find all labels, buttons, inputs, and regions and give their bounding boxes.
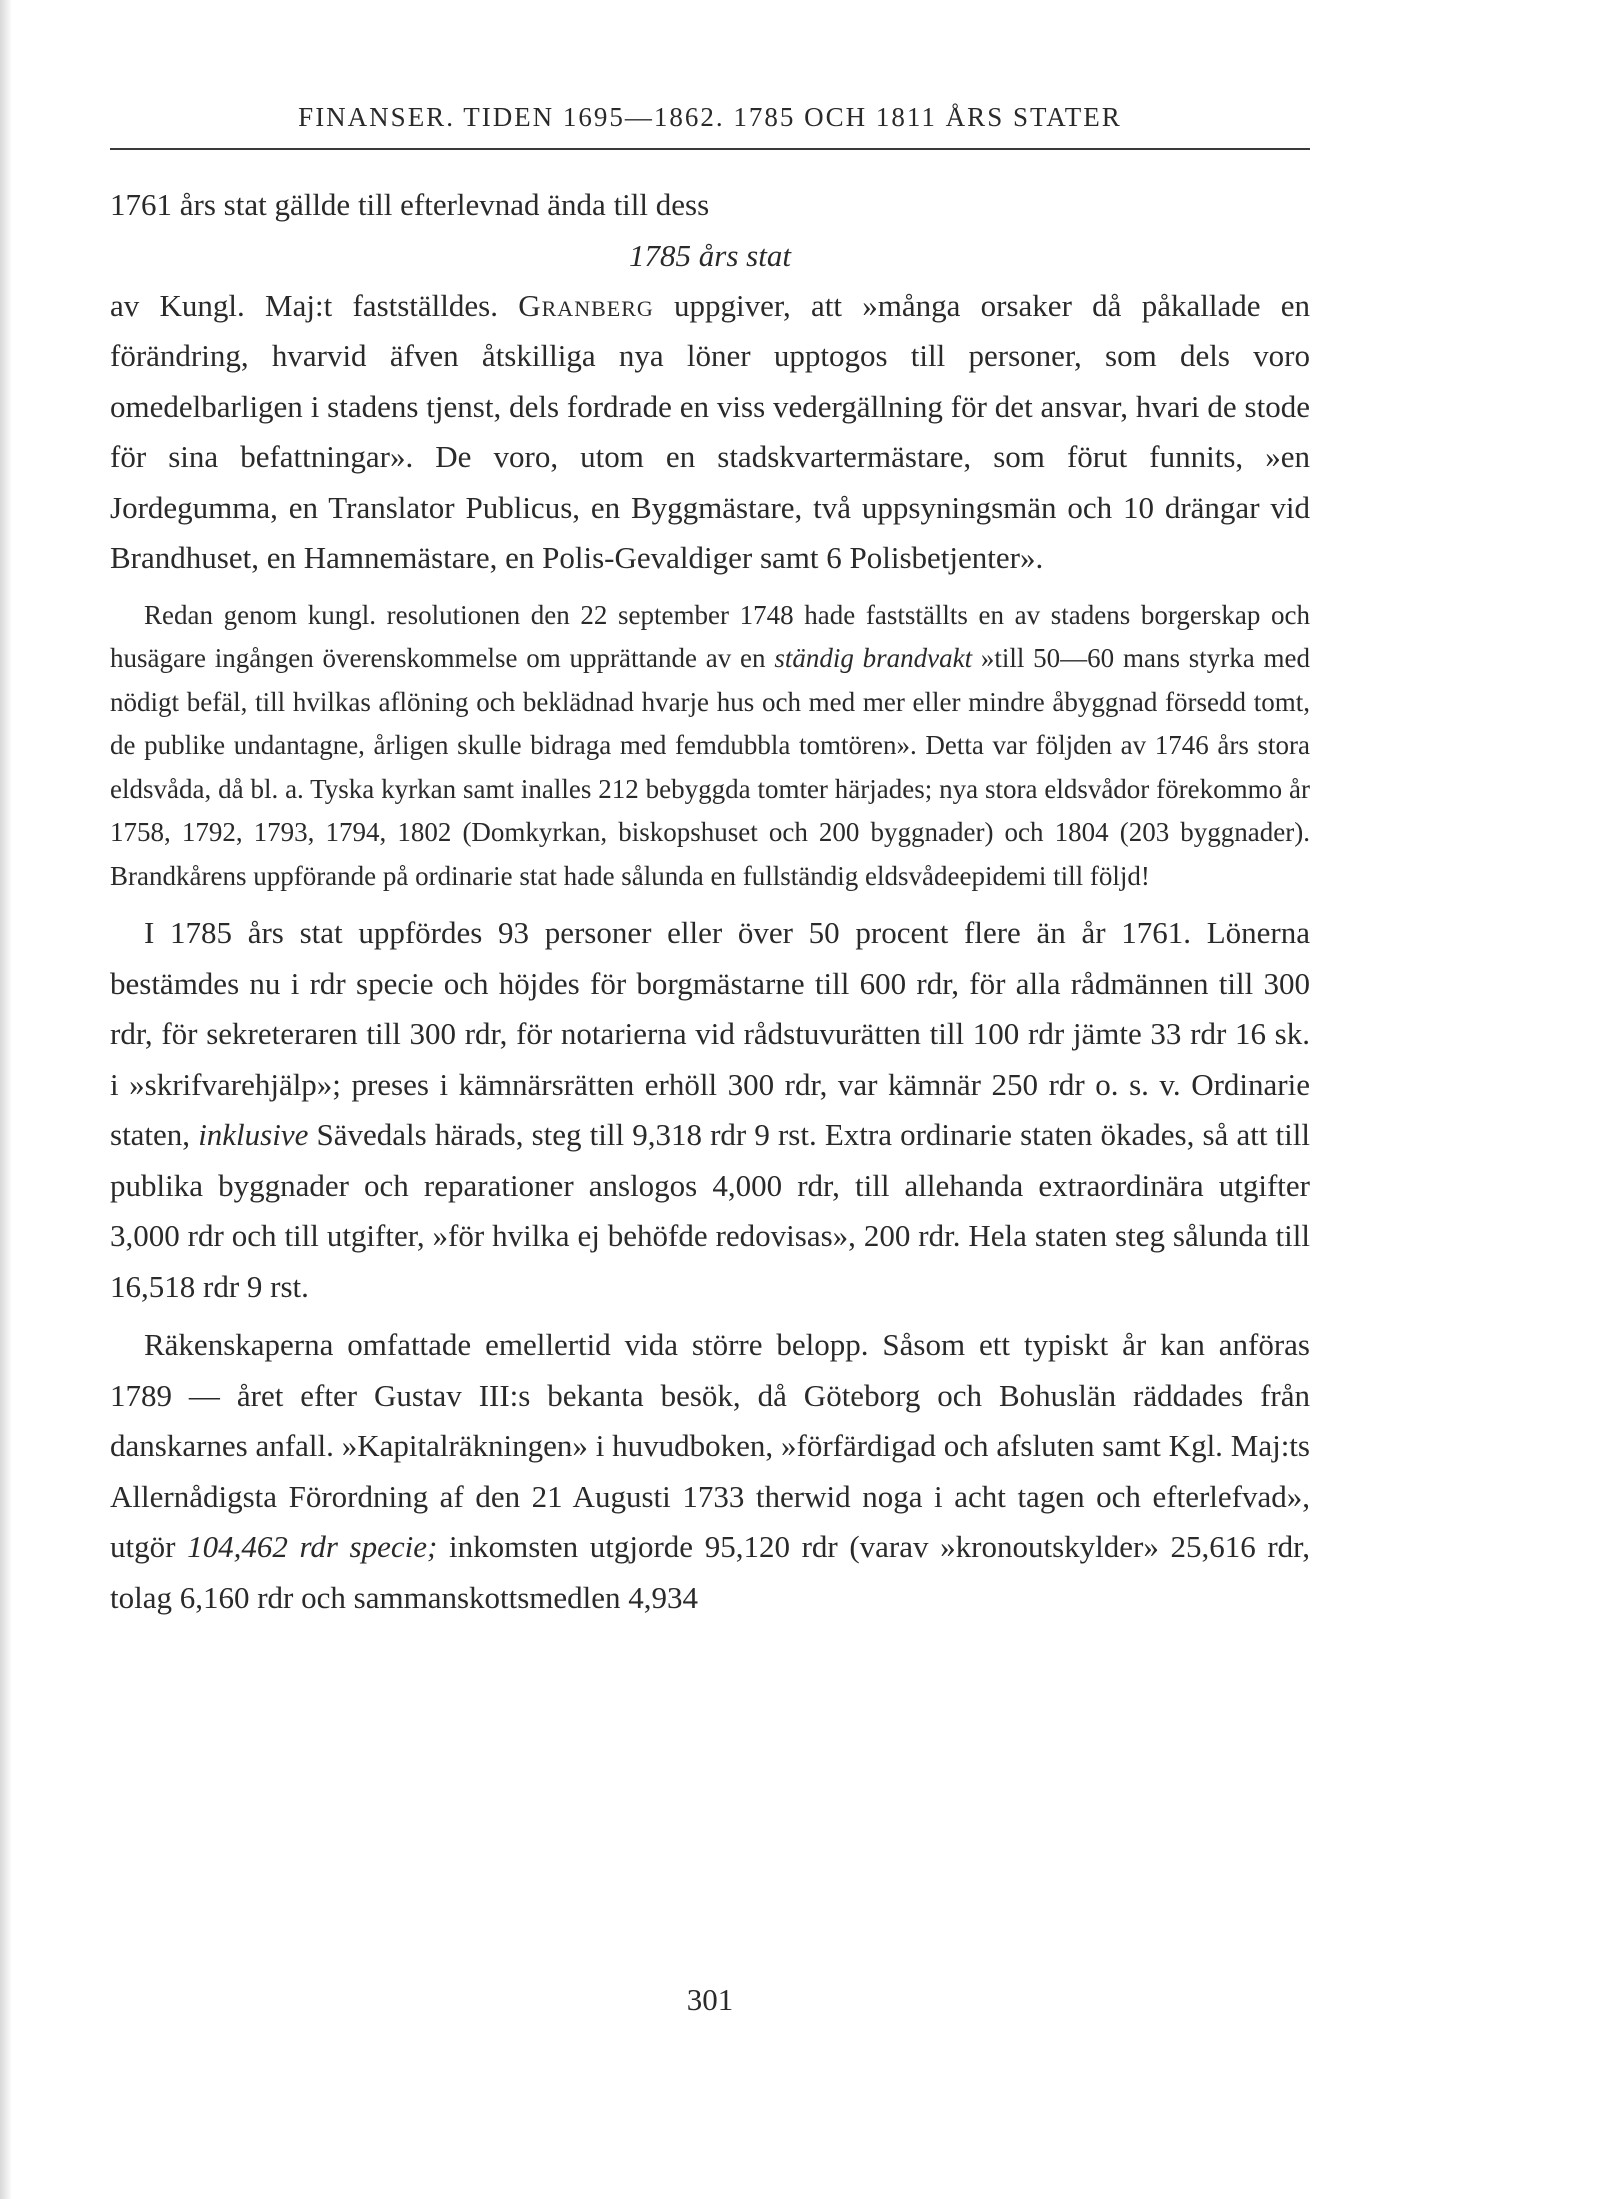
paragraph-2 bbox=[110, 281, 1310, 584]
section-heading: 1785 års stat bbox=[629, 237, 791, 273]
paragraph-3 bbox=[110, 594, 1310, 899]
page bbox=[110, 0, 1310, 2199]
paragraph-3-italic: ständig brandvakt bbox=[774, 643, 973, 673]
paragraph-2-start: av Kungl. Maj:t fastställdes. bbox=[110, 287, 519, 323]
header-rule bbox=[110, 148, 1310, 150]
paragraph-2-rest: uppgiver, att »många orsaker då påkallade en förändring, hvarvid äfven åtskilliga nya löner upptogos till personer, som dels voro omedelbarligen i stadens tjenst, dels fordrade en viss vedergällning för det ansvar, hvari de stode för sina befattningar». De voro, utom en stadskvartermästare, som förut funnits, »en Jordegumma, en Translator Publicus, en Byggmästare, två uppsyningsmän och 10 drängar vid Brandhuset, en Hamnemästare, en Polis-Gevaldiger samt 6 Polisbetjenter». bbox=[110, 287, 1310, 575]
paragraph-5-start: Räkenskaperna omfattade emellertid vida större belopp. Såsom ett typiskt år kan anföras 1789 — året efter Gustav III:s bekanta besök, då Göteborg och Bohuslän räddades från danskarnes anfall. »Kapitalräkningen» i huvudboken, »förfärdigad och afsluten samt Kgl. Maj:ts Allernådigsta Förordning af den 21 Augusti 1733 therwid noga i acht tagen och efterlefvad», utgör bbox=[110, 1327, 1310, 1564]
page-number: 301 bbox=[686, 1982, 734, 2017]
running-head: FINANSER. TIDEN 1695—1862. 1785 OCH 1811 ÅRS STATER bbox=[298, 102, 1122, 132]
paragraph-5-italic: 104,462 rdr specie; bbox=[187, 1529, 438, 1564]
author-name: Granberg bbox=[518, 287, 654, 323]
paragraph-3-rest: »till 50—60 mans styrka med nödigt befäl, till hvilkas aflöning och beklädnad hvarje hus och med mer eller mindre åbyggnad försedd tomt, de publike undantagne, årligen skulle bidraga med femdubbla tomtören». Detta var följden av 1746 års stora eldsvåda, då bl. a. Tyska kyrkan samt inalles 212 bebyggda tomter härjades; nya stora eldsvådor förekommo år 1758, 1792, 1793, 1794, 1802 (Domkyrkan, biskopshuset och 200 byggnader) och 1804 (203 byggnader). Brandkårens uppförande på ordinarie stat hade sålunda en fullständig eldsvådeepidemi till följd! bbox=[110, 643, 1311, 891]
paragraph-4-rest: Sävedals härads, steg till 9,318 rdr 9 rst. Extra ordinarie staten ökades, så att till publika byggnader och reparationer anslogos 4,000 rdr, till allehanda extraordinära utgifter 3,000 rdr och till utgifter, »för hvilka ej behöfde redovisas», 200 rdr. Hela staten steg sålunda till 16,518 rdr 9 rst. bbox=[110, 1117, 1310, 1304]
paragraph-4-italic: inklusive bbox=[198, 1117, 309, 1152]
paragraph-4-start: I 1785 års stat uppfördes 93 personer eller över 50 procent flere än år 1761. Lönerna bestämdes nu i rdr specie och höjdes för borgmästarne till 600 rdr, för alla rådmännen till 300 rdr, för sekreteraren till 300 rdr, för notarierna vid rådstuvurätten till 100 rdr jämte 33 rdr 16 sk. i »skrifvarehjälp»; preses i kämnärsrätten erhöll 300 rdr, var kämnär 250 rdr o. s. v. Ordinarie staten, bbox=[110, 915, 1310, 1152]
paragraph-1: 1761 års stat gällde till efterlevnad ända till dess bbox=[110, 187, 710, 222]
paragraph-4 bbox=[110, 908, 1310, 1312]
paragraph-3-start: Redan genom kungl. resolutionen den 22 september 1748 hade fastställts en av stadens borgerskap och husägare ingången överenskommelse om upprättande av en bbox=[110, 599, 1310, 673]
paragraph-5 bbox=[110, 1320, 1310, 1623]
scan-edge bbox=[0, 0, 12, 2199]
paragraph-5-rest: inkomsten utgjorde 95,120 rdr (varav »kronoutskylder» 25,616 rdr, tolag 6,160 rdr och sammanskottsmedlen 4,934 bbox=[110, 1529, 1310, 1615]
body-text bbox=[110, 180, 1310, 1623]
